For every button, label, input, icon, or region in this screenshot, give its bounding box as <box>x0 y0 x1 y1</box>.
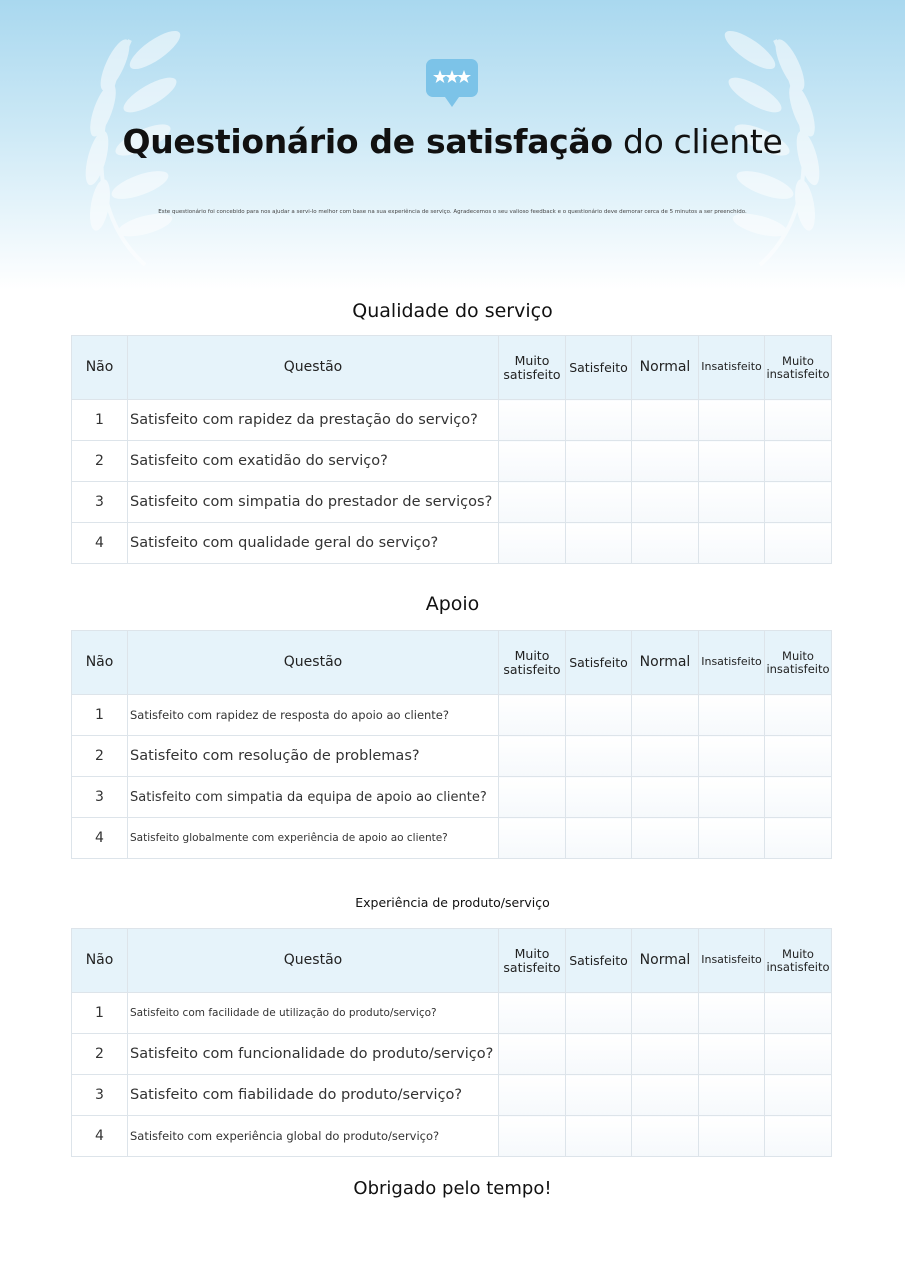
rating-cell-satisfied[interactable] <box>566 1075 632 1116</box>
rating-cell-very-unsatisfied[interactable] <box>765 818 832 859</box>
rating-cell-very-satisfied[interactable] <box>499 523 566 564</box>
rating-cell-normal[interactable] <box>632 523 699 564</box>
row-question: Satisfeito com qualidade geral do serviço? <box>128 523 499 564</box>
row-number: 3 <box>72 482 128 523</box>
table-header-row <box>72 336 832 400</box>
col-header-unsatisfied: Insatisfeito <box>699 929 765 993</box>
rating-cell-unsatisfied[interactable] <box>699 695 765 736</box>
col-header-question: Questão <box>128 631 499 695</box>
row-number: 3 <box>72 777 128 818</box>
rating-cell-very-unsatisfied[interactable] <box>765 1116 832 1157</box>
row-number: 2 <box>72 1034 128 1075</box>
rating-cell-unsatisfied[interactable] <box>699 1034 765 1075</box>
table-row <box>72 736 832 777</box>
rating-cell-satisfied[interactable] <box>566 818 632 859</box>
table-row <box>72 1034 832 1075</box>
row-question: Satisfeito com rapidez de resposta do apoio ao cliente? <box>128 695 499 736</box>
rating-cell-normal[interactable] <box>632 1075 699 1116</box>
rating-cell-normal[interactable] <box>632 400 699 441</box>
table-row <box>72 441 832 482</box>
rating-cell-normal[interactable] <box>632 1116 699 1157</box>
rating-cell-normal[interactable] <box>632 441 699 482</box>
rating-cell-normal[interactable] <box>632 736 699 777</box>
rating-cell-unsatisfied[interactable] <box>699 441 765 482</box>
table-row <box>72 1116 832 1157</box>
row-question: Satisfeito com funcionalidade do produto/serviço? <box>128 1034 499 1075</box>
row-question: Satisfeito com exatidão do serviço? <box>128 441 499 482</box>
rating-cell-very-unsatisfied[interactable] <box>765 695 832 736</box>
rating-cell-very-satisfied[interactable] <box>499 1034 566 1075</box>
col-header-very-satisfied: Muito satisfeito <box>499 631 566 695</box>
row-question: Satisfeito com experiência global do produto/serviço? <box>128 1116 499 1157</box>
col-header-no: Não <box>72 929 128 993</box>
document-title-light: do cliente <box>612 122 783 161</box>
question-table-support <box>71 630 832 859</box>
table-row <box>72 777 832 818</box>
rating-cell-unsatisfied[interactable] <box>699 818 765 859</box>
rating-cell-very-satisfied[interactable] <box>499 1116 566 1157</box>
row-number: 4 <box>72 523 128 564</box>
col-header-question: Questão <box>128 336 499 400</box>
rating-cell-normal[interactable] <box>632 993 699 1034</box>
col-header-very-satisfied: Muito satisfeito <box>499 336 566 400</box>
hero-banner <box>0 0 905 290</box>
rating-cell-satisfied[interactable] <box>566 993 632 1034</box>
table-row <box>72 523 832 564</box>
col-header-very-unsatisfied: Muito insatisfeito <box>765 929 832 993</box>
col-header-normal: Normal <box>632 929 699 993</box>
row-number: 2 <box>72 736 128 777</box>
rating-cell-unsatisfied[interactable] <box>699 1116 765 1157</box>
rating-cell-normal[interactable] <box>632 818 699 859</box>
thanks-message: Obrigado pelo tempo! <box>353 1178 552 1199</box>
rating-cell-satisfied[interactable] <box>566 441 632 482</box>
row-question: Satisfeito com rapidez da prestação do serviço? <box>128 400 499 441</box>
col-header-normal: Normal <box>632 336 699 400</box>
rating-cell-very-satisfied[interactable] <box>499 441 566 482</box>
rating-cell-very-satisfied[interactable] <box>499 777 566 818</box>
table-row <box>72 1075 832 1116</box>
rating-cell-unsatisfied[interactable] <box>699 400 765 441</box>
row-number: 1 <box>72 400 128 441</box>
rating-cell-satisfied[interactable] <box>566 1034 632 1075</box>
col-header-normal: Normal <box>632 631 699 695</box>
rating-cell-very-unsatisfied[interactable] <box>765 1034 832 1075</box>
row-question: Satisfeito com simpatia da equipa de apoio ao cliente? <box>128 777 499 818</box>
question-table-product-experience <box>71 928 832 1157</box>
table-row <box>72 400 832 441</box>
rating-cell-very-satisfied[interactable] <box>499 695 566 736</box>
section-title-support: Apoio <box>425 593 480 615</box>
rating-cell-unsatisfied[interactable] <box>699 482 765 523</box>
row-question: Satisfeito com fiabilidade do produto/serviço? <box>128 1075 499 1116</box>
rating-cell-normal[interactable] <box>632 777 699 818</box>
col-header-question: Questão <box>128 929 499 993</box>
rating-cell-normal[interactable] <box>632 695 699 736</box>
col-header-very-unsatisfied: Muito insatisfeito <box>765 631 832 695</box>
table-row <box>72 993 832 1034</box>
rating-cell-very-unsatisfied[interactable] <box>765 441 832 482</box>
row-number: 1 <box>72 695 128 736</box>
rating-cell-very-unsatisfied[interactable] <box>765 1075 832 1116</box>
rating-cell-very-satisfied[interactable] <box>499 1075 566 1116</box>
table-row <box>72 695 832 736</box>
col-header-unsatisfied: Insatisfeito <box>699 336 765 400</box>
rating-cell-very-unsatisfied[interactable] <box>765 400 832 441</box>
row-number: 4 <box>72 1116 128 1157</box>
col-header-no: Não <box>72 336 128 400</box>
row-question: Satisfeito com facilidade de utilização do produto/serviço? <box>128 993 499 1034</box>
row-question: Satisfeito com simpatia do prestador de serviços? <box>128 482 499 523</box>
rating-cell-satisfied[interactable] <box>566 400 632 441</box>
rating-cell-normal[interactable] <box>632 1034 699 1075</box>
table-row <box>72 818 832 859</box>
rating-cell-very-unsatisfied[interactable] <box>765 777 832 818</box>
col-header-very-unsatisfied: Muito insatisfeito <box>765 336 832 400</box>
rating-cell-satisfied[interactable] <box>566 1116 632 1157</box>
col-header-no: Não <box>72 631 128 695</box>
table-header-row <box>72 631 832 695</box>
rating-cell-very-unsatisfied[interactable] <box>765 993 832 1034</box>
rating-cell-very-satisfied[interactable] <box>499 400 566 441</box>
document-title <box>0 122 905 161</box>
rating-cell-very-satisfied[interactable] <box>499 736 566 777</box>
row-question: Satisfeito globalmente com experiência de apoio ao cliente? <box>128 818 499 859</box>
star-rating-badge-icon <box>425 57 479 111</box>
row-number: 2 <box>72 441 128 482</box>
rating-cell-unsatisfied[interactable] <box>699 1075 765 1116</box>
table-header-row <box>72 929 832 993</box>
table-row <box>72 482 832 523</box>
col-header-satisfied: Satisfeito <box>566 631 632 695</box>
rating-cell-very-unsatisfied[interactable] <box>765 523 832 564</box>
rating-cell-normal[interactable] <box>632 482 699 523</box>
row-number: 3 <box>72 1075 128 1116</box>
rating-cell-very-unsatisfied[interactable] <box>765 482 832 523</box>
rating-cell-unsatisfied[interactable] <box>699 523 765 564</box>
col-header-satisfied: Satisfeito <box>566 336 632 400</box>
col-header-very-satisfied: Muito satisfeito <box>499 929 566 993</box>
col-header-satisfied: Satisfeito <box>566 929 632 993</box>
rating-cell-unsatisfied[interactable] <box>699 993 765 1034</box>
rating-cell-very-satisfied[interactable] <box>499 818 566 859</box>
question-table-service-quality <box>71 335 832 564</box>
rating-cell-very-unsatisfied[interactable] <box>765 736 832 777</box>
rating-cell-unsatisfied[interactable] <box>699 777 765 818</box>
rating-cell-satisfied[interactable] <box>566 695 632 736</box>
row-number: 1 <box>72 993 128 1034</box>
rating-cell-very-satisfied[interactable] <box>499 482 566 523</box>
rating-cell-unsatisfied[interactable] <box>699 736 765 777</box>
col-header-unsatisfied: Insatisfeito <box>699 631 765 695</box>
intro-text: Este questionário foi concebido para nos ajudar a servi-lo melhor com base na sua experiência de serviço. Agradecemos o seu valioso feedback e o questionário deve demorar cerca de 5 minutos a ser preenchido. <box>158 209 747 215</box>
rating-cell-satisfied[interactable] <box>566 523 632 564</box>
rating-cell-satisfied[interactable] <box>566 482 632 523</box>
section-title-product-experience: Experiência de produto/serviço <box>355 895 550 910</box>
rating-cell-satisfied[interactable] <box>566 777 632 818</box>
document-title-strong: Questionário de satisfação <box>122 122 613 161</box>
section-title-service-quality: Qualidade do serviço <box>352 300 553 322</box>
row-number: 4 <box>72 818 128 859</box>
rating-cell-satisfied[interactable] <box>566 736 632 777</box>
rating-cell-very-satisfied[interactable] <box>499 993 566 1034</box>
row-question: Satisfeito com resolução de problemas? <box>128 736 499 777</box>
